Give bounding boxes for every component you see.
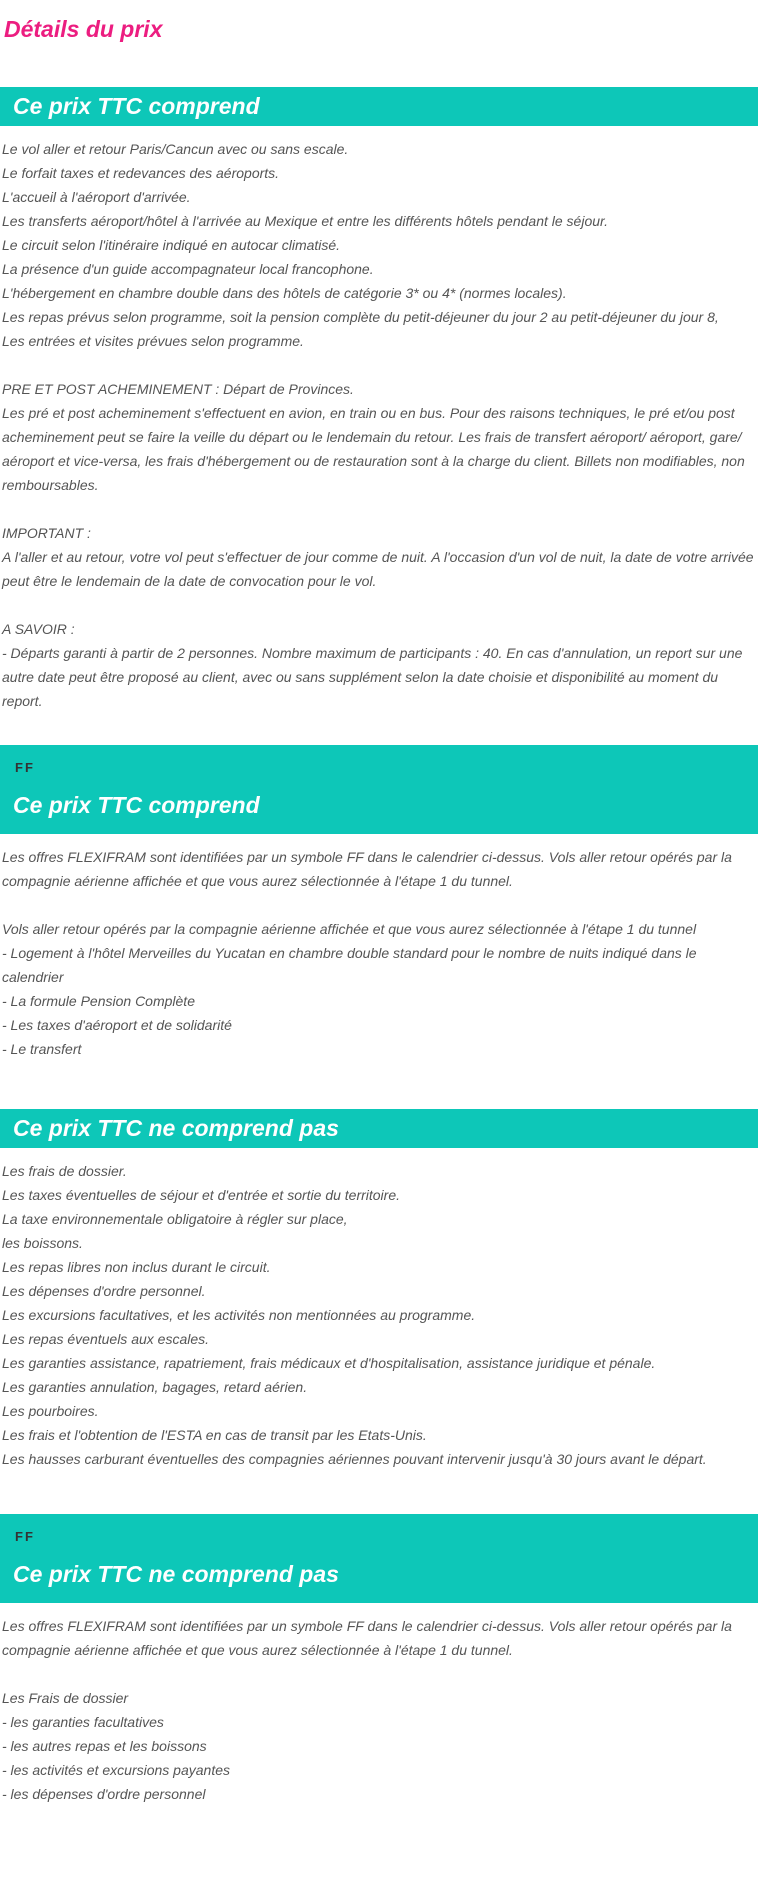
text-line: Le vol aller et retour Paris/Cancun avec ou sans escale.	[2, 141, 349, 157]
section-header-label: Ce prix TTC ne comprend pas	[13, 1115, 339, 1141]
text-line	[2, 1662, 756, 1686]
text-line: Les pourboires.	[2, 1403, 99, 1419]
text-line: Vols aller retour opérés par la compagnie aérienne affichée et que vous aurez sélectionnée à l'étape 1 du tunnel	[2, 921, 697, 937]
text-line: Le circuit selon l'itinéraire indiqué en autocar climatisé.	[2, 237, 341, 253]
text-line: - Le transfert	[2, 1041, 82, 1057]
text-line: A SAVOIR :	[2, 621, 75, 637]
text-line: Les pré et post acheminement s'effectuent en avion, en train ou en bus. Pour des raisons techniques, le pré et/ou post acheminement peut se faire la veille du départ ou le lendemain du retour. Les frais de transfert aéroport/ aéroport, gare/ aéroport et vice-versa, les frais d'hébergement ou de restauration sont à la charge du client. Billets non modifiables, non remboursables.	[2, 405, 745, 493]
text-line: Les excursions facultatives, et les activités non mentionnées au programme.	[2, 1307, 476, 1323]
text-line: Les taxes éventuelles de séjour et d'entrée et sortie du territoire.	[2, 1187, 401, 1203]
text-line: Les repas éventuels aux escales.	[2, 1331, 210, 1347]
text-line: Les offres FLEXIFRAM sont identifiées par un symbole FF dans le calendrier ci-dessus. Vols aller retour opérés par la compagnie aérienne affichée et que vous aurez sélectionnée à l'étape 1 du tunnel.	[2, 849, 732, 889]
text-line: - Les taxes d'aéroport et de solidarité	[2, 1017, 232, 1033]
ff-badge: FF	[15, 760, 35, 775]
section-header-label: Ce prix TTC comprend	[13, 792, 260, 818]
text-line: Les garanties assistance, rapatriement, frais médicaux et d'hospitalisation, assistance juridique et pénale.	[2, 1355, 656, 1371]
text-line: Les repas prévus selon programme, soit la pension complète du petit-déjeuner du jour 2 au petit-déjeuner du jour 8,	[2, 309, 719, 325]
text-line: Les Frais de dossier	[2, 1690, 129, 1706]
section-flexifram-includes	[0, 745, 758, 1061]
text-line: Les transferts aéroport/hôtel à l'arrivée au Mexique et entre les différents hôtels pendant le séjour.	[2, 213, 609, 229]
text-line: Les hausses carburant éventuelles des compagnies aériennes pouvant intervenir jusqu'à 30 jours avant le départ.	[2, 1451, 707, 1467]
text-line: L'hébergement en chambre double dans des hôtels de catégorie 3* ou 4* (normes locales).	[2, 285, 567, 301]
text-line: PRE ET POST ACHEMINEMENT : Départ de Provinces.	[2, 381, 354, 397]
text-line: - les activités et excursions payantes	[2, 1762, 230, 1778]
text-line	[2, 593, 756, 617]
ff-badge: FF	[15, 1529, 35, 1544]
text-line: Les frais et l'obtention de l'ESTA en cas de transit par les Etats-Unis.	[2, 1427, 427, 1443]
text-line: Les entrées et visites prévues selon programme.	[2, 333, 304, 349]
section-price-excludes	[0, 1109, 758, 1471]
text-line: IMPORTANT :	[2, 525, 91, 541]
section-content-excludes	[0, 1148, 758, 1471]
section-header-bar-ff	[0, 1514, 758, 1603]
text-line: Les offres FLEXIFRAM sont identifiées par un symbole FF dans le calendrier ci-dessus. Vols aller retour opérés par la compagnie aérienne affichée et que vous aurez sélectionnée à l'étape 1 du tunnel.	[2, 1618, 732, 1658]
text-line: - La formule Pension Complète	[2, 993, 195, 1009]
text-line	[2, 893, 756, 917]
text-line: Le forfait taxes et redevances des aéroports.	[2, 165, 280, 181]
text-line: - Départs garanti à partir de 2 personnes. Nombre maximum de participants : 40. En cas d'annulation, un report sur une autre date peut être proposé au client, avec ou sans supplément selon la date choisie et disponibilité au moment du report.	[2, 645, 743, 709]
text-line: Les dépenses d'ordre personnel.	[2, 1283, 206, 1299]
section-header-bar	[0, 87, 758, 126]
text-line: - les garanties facultatives	[2, 1714, 164, 1730]
section-header-bar-ff	[0, 745, 758, 834]
text-line	[2, 497, 756, 521]
section-header-bar	[0, 1109, 758, 1148]
text-line: A l'aller et au retour, votre vol peut s'effectuer de jour comme de nuit. A l'occasion d'un vol de nuit, la date de votre arrivée peut être le lendemain de la date de convocation pour le vol.	[2, 549, 754, 589]
text-line: - les dépenses d'ordre personnel	[2, 1786, 206, 1802]
text-line: La présence d'un guide accompagnateur local francophone.	[2, 261, 374, 277]
text-line: les boissons.	[2, 1235, 83, 1251]
section-content-flexifram-excludes	[0, 1603, 758, 1806]
text-line: Les frais de dossier.	[2, 1163, 127, 1179]
text-line: L'accueil à l'aéroport d'arrivée.	[2, 189, 191, 205]
section-content-flexifram-includes	[0, 834, 758, 1061]
text-line: La taxe environnementale obligatoire à régler sur place,	[2, 1211, 348, 1227]
text-line: - les autres repas et les boissons	[2, 1738, 207, 1754]
price-details-page	[0, 16, 758, 1806]
section-content-includes	[0, 126, 758, 713]
text-line	[2, 353, 756, 377]
section-header-label: Ce prix TTC ne comprend pas	[13, 1561, 339, 1587]
section-flexifram-excludes	[0, 1514, 758, 1806]
section-price-includes	[0, 87, 758, 713]
section-header-label: Ce prix TTC comprend	[13, 93, 260, 119]
text-line: Les garanties annulation, bagages, retard aérien.	[2, 1379, 308, 1395]
text-line: Les repas libres non inclus durant le circuit.	[2, 1259, 271, 1275]
page-title: Détails du prix	[4, 16, 163, 42]
text-line: - Logement à l'hôtel Merveilles du Yucatan en chambre double standard pour le nombre de nuits indiqué dans le calendrier	[2, 945, 697, 985]
